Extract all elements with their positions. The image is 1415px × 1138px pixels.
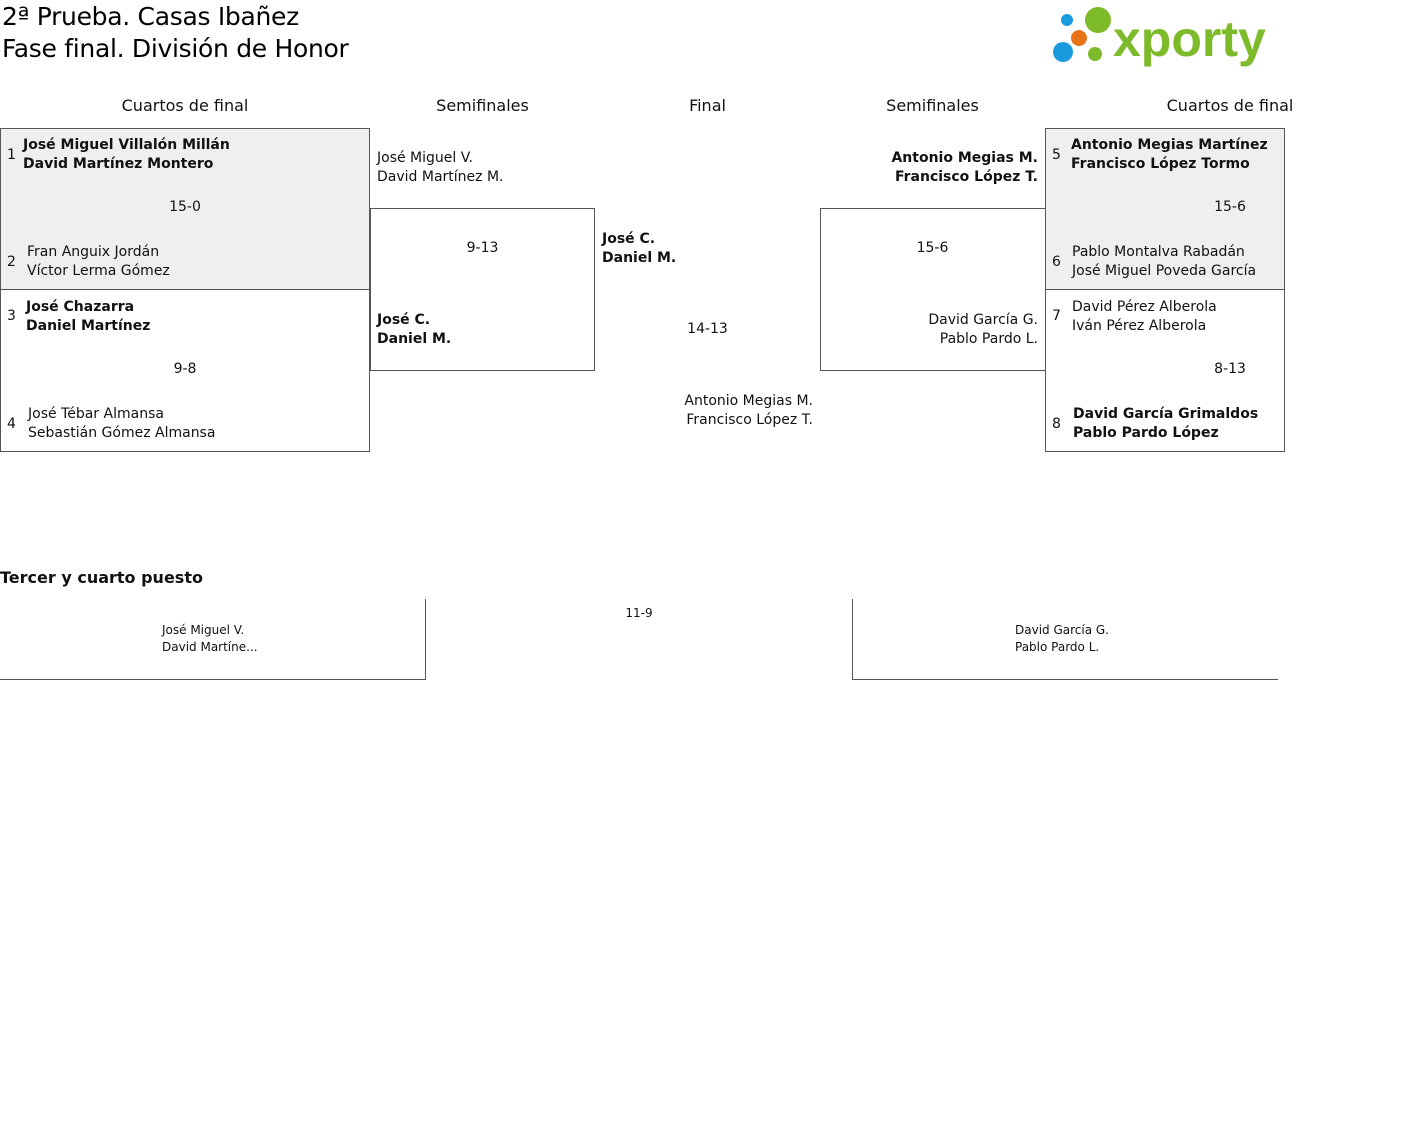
xporty-logo xyxy=(1050,4,1278,68)
header-final: Final xyxy=(689,96,726,115)
player-name: Pablo Pardo L. xyxy=(939,331,1038,347)
xporty-logo-icon xyxy=(1050,4,1278,68)
player-name: David Martíne... xyxy=(162,640,258,654)
player-name: Daniel M. xyxy=(602,250,677,266)
team-name xyxy=(1072,243,1256,281)
seed-number: 5 xyxy=(1052,147,1061,163)
team-name xyxy=(1071,136,1268,174)
final-score: 14-13 xyxy=(687,321,728,337)
player-name: David García G. xyxy=(928,312,1038,328)
player-name: Antonio Megias Martínez xyxy=(1071,137,1268,153)
player-name: José Miguel Villalón Millán xyxy=(23,137,230,153)
player-name: Sebastián Gómez Almansa xyxy=(28,425,216,441)
player-name: José Miguel Poveda García xyxy=(1072,263,1257,279)
player-name: José C. xyxy=(377,312,431,328)
player-name: Pablo Pardo L. xyxy=(1015,640,1100,654)
player-name: Francisco López T. xyxy=(894,169,1038,185)
seed-number: 3 xyxy=(7,308,16,324)
match-score: 15-0 xyxy=(169,199,201,215)
seed-number: 8 xyxy=(1052,416,1061,432)
third-place-score: 11-9 xyxy=(625,606,653,620)
player-name: David García Grimaldos xyxy=(1073,406,1259,422)
seed-number: 2 xyxy=(7,254,16,270)
player-name: David García G. xyxy=(1015,623,1109,637)
team-name xyxy=(602,230,676,268)
player-name: Iván Pérez Alberola xyxy=(1072,318,1207,334)
header-right-semis: Semifinales xyxy=(886,96,979,115)
player-name: Antonio Megias M. xyxy=(891,150,1038,166)
team-name xyxy=(27,243,170,281)
third-place-title: Tercer y cuarto puesto xyxy=(0,568,203,587)
logo-text: xporty xyxy=(1113,11,1266,67)
page-title: 2ª Prueba. Casas Ibañez xyxy=(2,2,299,31)
player-name: Antonio Megias M. xyxy=(684,393,813,409)
player-name: Fran Anguix Jordán xyxy=(27,244,160,260)
player-name: Daniel M. xyxy=(377,331,452,347)
team-name xyxy=(820,149,1038,187)
team-name xyxy=(23,136,230,174)
player-name: Pablo Montalva Rabadán xyxy=(1072,244,1245,260)
player-name: José Miguel V. xyxy=(162,623,245,637)
player-name: José Tébar Almansa xyxy=(28,406,164,422)
header-left-quarters: Cuartos de final xyxy=(121,96,249,115)
player-name: David Martínez M. xyxy=(377,169,504,185)
match-score: 15-6 xyxy=(1214,199,1246,215)
player-name: Francisco López Tormo xyxy=(1071,156,1250,172)
team-name xyxy=(820,311,1038,349)
team-name xyxy=(377,149,503,187)
header-right-quarters: Cuartos de final xyxy=(1166,96,1294,115)
team-name xyxy=(1015,622,1109,656)
team-name xyxy=(162,622,258,656)
seed-number: 4 xyxy=(7,416,16,432)
seed-number: 1 xyxy=(7,147,16,163)
team-name xyxy=(595,392,813,430)
team-name xyxy=(377,311,451,349)
team-name xyxy=(1072,298,1217,336)
player-name: Daniel Martínez xyxy=(26,318,151,334)
player-name: Pablo Pardo López xyxy=(1073,425,1219,441)
header-left-semis: Semifinales xyxy=(436,96,529,115)
team-name xyxy=(1073,405,1258,443)
player-name: Víctor Lerma Gómez xyxy=(27,263,170,279)
player-name: José Miguel V. xyxy=(377,150,473,166)
match-score: 9-8 xyxy=(173,361,197,377)
player-name: David Pérez Alberola xyxy=(1072,299,1217,315)
team-name xyxy=(28,405,215,443)
player-name: David Martínez Montero xyxy=(23,156,214,172)
match-score: 9-13 xyxy=(466,240,499,256)
seed-number: 6 xyxy=(1052,254,1061,270)
match-score: 8-13 xyxy=(1214,361,1246,377)
match-score: 15-6 xyxy=(916,240,949,256)
player-name: Francisco López T. xyxy=(686,412,813,428)
seed-number: 7 xyxy=(1052,308,1061,324)
team-name xyxy=(26,298,150,336)
page-subtitle: Fase final. División de Honor xyxy=(2,34,349,63)
player-name: José Chazarra xyxy=(26,299,135,315)
player-name: José C. xyxy=(602,231,656,247)
